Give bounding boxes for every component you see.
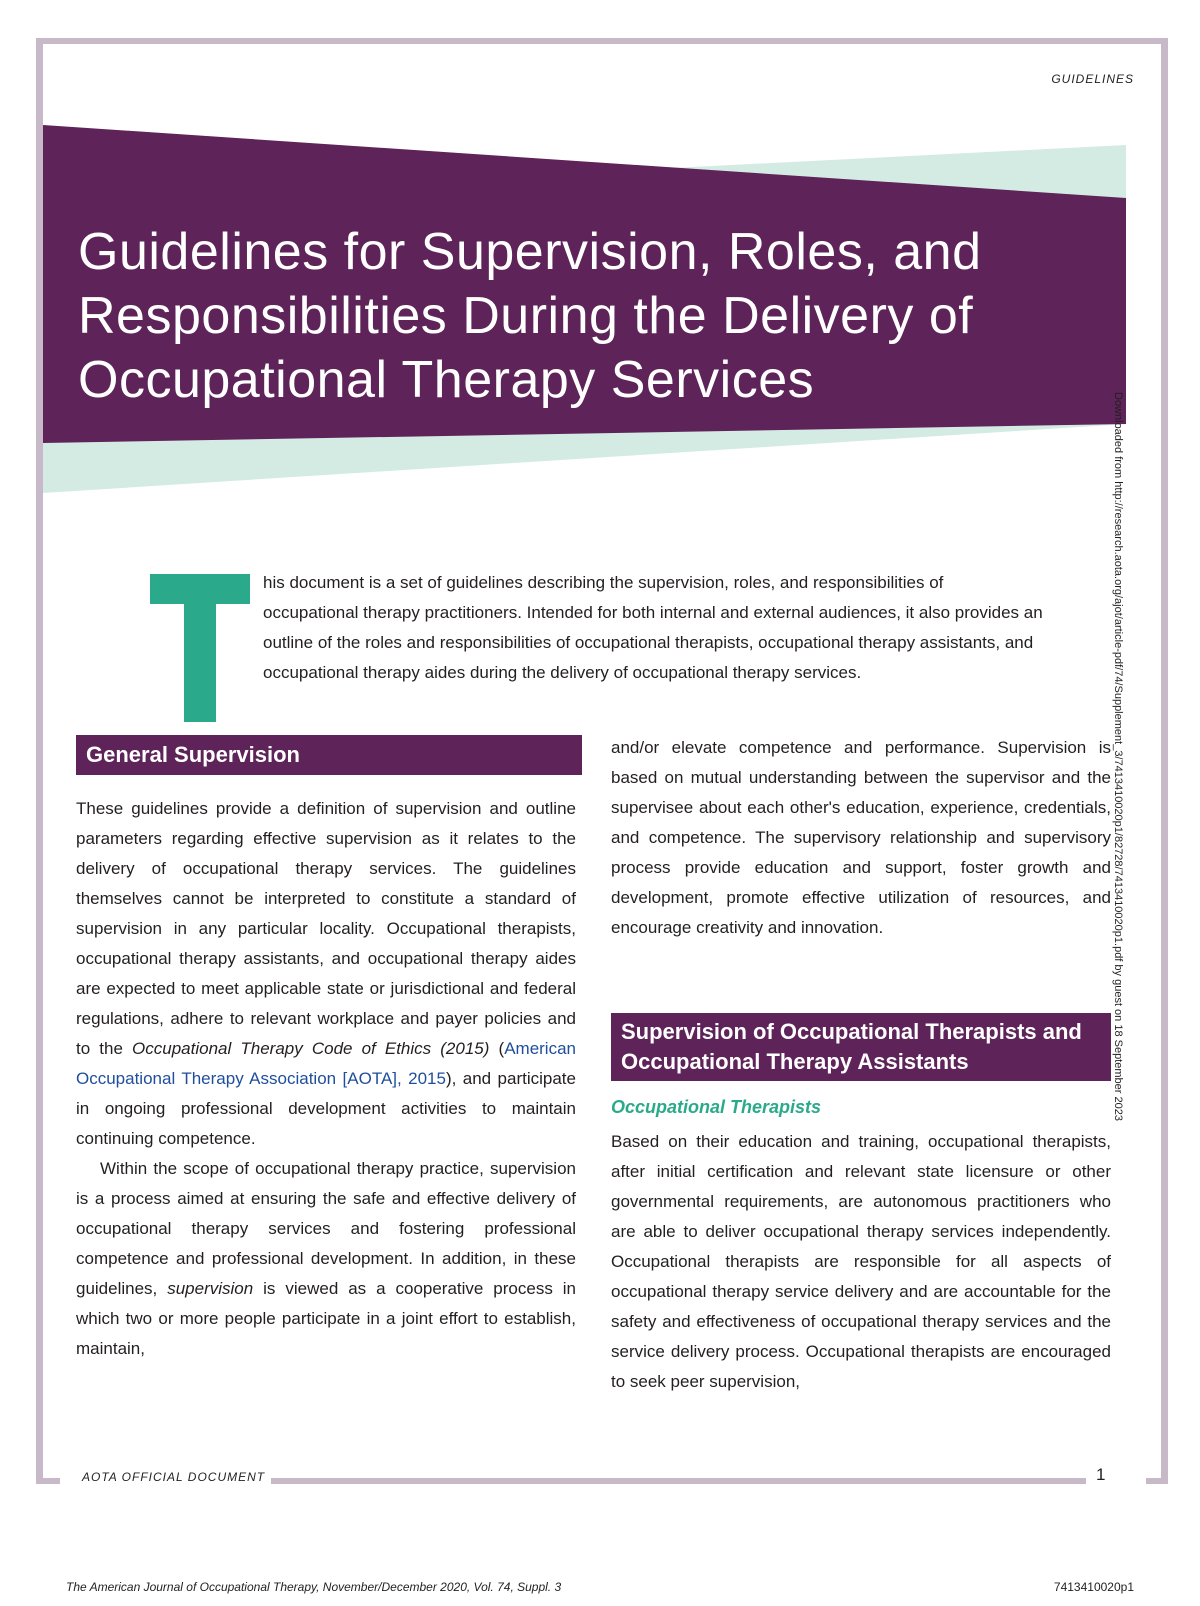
page-frame-bottom: [36, 1478, 60, 1484]
page-frame-bottom: [1146, 1478, 1168, 1484]
paragraph: Based on their education and training, occupational therapists, after initial certification and relevant state licensure or other governmental requirements, are autonomous practitioners who are able to deliver occupational therapy services independently. Occupational therapists are responsible for all aspects of occupational therapy service delivery and are accountable for the safety and effectiveness of occupational therapy services and the service delivery process. Occupational therapists are encouraged to seek peer supervision,: [611, 1132, 1111, 1391]
document-id: 7413410020p1: [1053, 1580, 1134, 1594]
page-frame-bottom: [254, 1478, 1086, 1484]
paragraph: Within the scope of occupational therapy practice, supervision is a process aimed at ensuring the safe and effective delivery of occupational therapy services and fostering professional competence and professional development. In addition, in these guidelines, supervision is viewed as a cooperative process in which two or more people participate in a joint effort to establish, maintain,: [76, 1159, 576, 1358]
document-title: Guidelines for Supervision, Roles, and Responsibilities During the Delivery of Occupational Therapy Services: [78, 223, 982, 409]
page-number: 1: [1096, 1465, 1106, 1484]
column-right: [611, 733, 1111, 943]
column-right-lower: [611, 1127, 1111, 1397]
footer-label: AOTA OFFICIAL DOCUMENT: [76, 1470, 271, 1484]
code-of-ethics-title: Occupational Therapy Code of Ethics (2015): [132, 1039, 490, 1058]
term-supervision: supervision: [167, 1279, 254, 1298]
section-label: GUIDELINES: [1051, 72, 1134, 86]
subheading-occupational-therapists: Occupational Therapists: [611, 1097, 822, 1117]
paragraph: These guidelines provide a definition of supervision and outline parameters regarding effective supervision as it relates to the delivery of occupational therapy services. The guidelines themselves cannot be interpreted to constitute a standard of supervision in any particular locality. Occupational therapists, occupational therapy assistants, and occupational therapy aides are expected to meet applicable state or jurisdictional and federal regulations, adhere to relevant workplace and payer policies and to the Occupational Therapy Code of Ethics (2015) (American Occupational Therapy Association [AOTA], 2015), and participate in ongoing professional development activities to maintain continuing competence.: [76, 799, 576, 1148]
heading-general-supervision: General Supervision: [76, 735, 582, 775]
download-watermark: Downloaded from http://research.aota.org/ajot/article-pdf/74/Supplement_3/7413410020p1/82728/7413410020p1.pdf by guest on 18 September 2023: [1112, 392, 1124, 1121]
intro-paragraph: his document is a set of guidelines describing the supervision, roles, and responsibilities of occupational therapy practitioners. Intended for both internal and external audiences, it also provides an outline of the roles and responsibilities of occupational therapists, occupational therapy assistants, and occupational therapy aides during the delivery of occupational therapy services.: [263, 573, 1043, 682]
heading-supervision-ot-ota: Supervision of Occupational Therapists and Occupational Therapy Assistants: [611, 1013, 1111, 1081]
drop-cap-letter: [150, 574, 250, 734]
paragraph-continued: and/or elevate competence and performance. Supervision is based on mutual understanding between the supervisor and the supervisee about each other's education, experience, credentials, and competence. The supervisory relationship and supervisory process provide education and support, foster growth and development, promote effective utilization of resources, and encourage creativity and innovation.: [611, 738, 1111, 937]
citation-link[interactable]: American Occupational Therapy Association [AOTA], 2015: [76, 1039, 576, 1088]
journal-citation: The American Journal of Occupational Therapy, November/December 2020, Vol. 74, Suppl. 3: [66, 1580, 562, 1594]
column-left: [76, 794, 576, 1364]
